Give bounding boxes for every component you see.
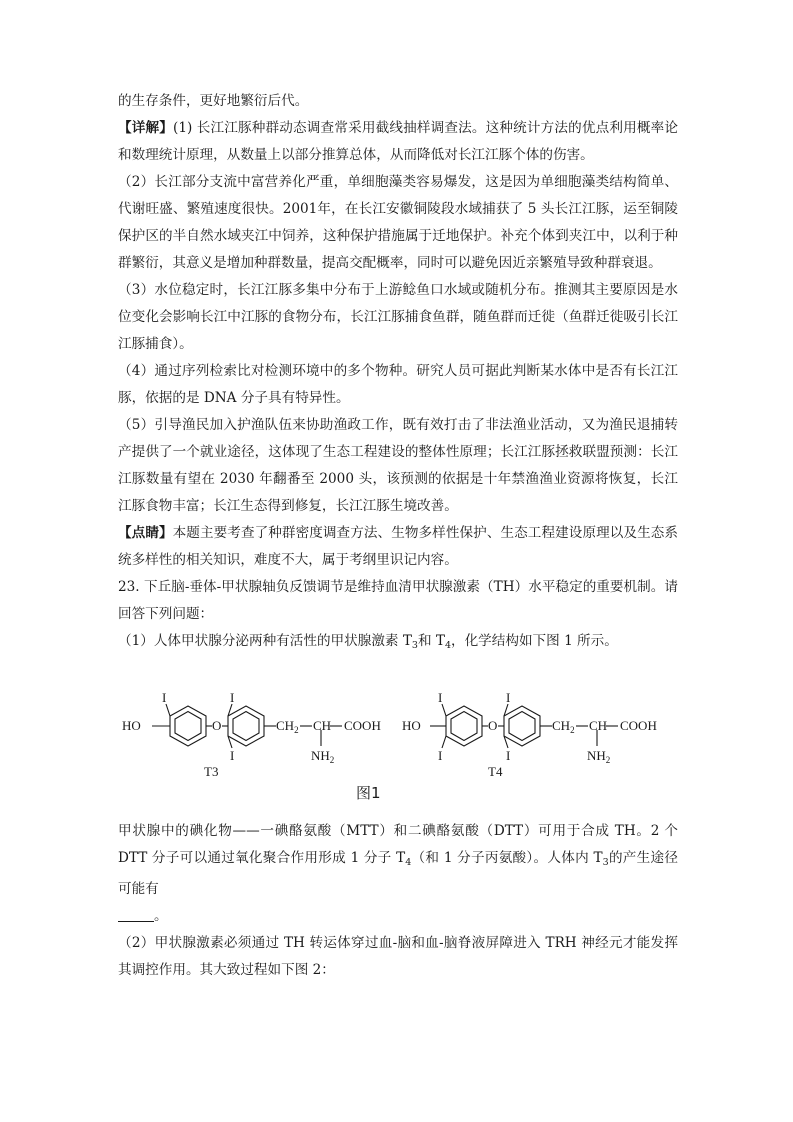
- figure-caption: 图1: [356, 784, 381, 802]
- detail-3: （3）水位稳定时，长江江豚多集中分布于上游鲶鱼口水域或随机分布。推测其主要原因是水位变化会影响长江中江豚的食物分布，长江江豚捕食鱼群，随鱼群而迁徙（鱼群迁徙吸引长江江豚捕食）。: [118, 282, 678, 352]
- t4-cooh-label: COOH: [620, 718, 657, 733]
- detail-1: [118, 115, 678, 169]
- detail-4: （4）通过序列检索比对检测环境中的多个物种。研究人员可据此判断某水体中是否有长江江豚，依据的是 DNA 分子具有特异性。: [118, 363, 678, 406]
- t3-label: T3: [204, 764, 219, 779]
- thyroid-hormone-structures-figure: [118, 690, 688, 805]
- detail-label: 【详解】: [118, 120, 174, 136]
- t4-label: T4: [488, 764, 503, 779]
- detail-2: （2）长江部分支流中富营养化严重，单细胞藻类容易爆发，这是因为单细胞藻类结构简单、代谢旺盛、繁殖速度很快。2001年，在长江安徽铜陵段水域捕获了 5 头长江江豚，运至铜陵保护区的半自然水域夹江中饲养，这种保护措施属于迁地保护。补充个体到夹江中，以利于种群繁衍，其意义是增加种群数量，提高交配概率，同时可以避免因近亲繁殖导致种群衰退。: [118, 174, 678, 271]
- t3-iodine-2: I: [230, 690, 235, 705]
- t4-iodine-4: I: [506, 748, 511, 763]
- t4-iodine-2: I: [438, 748, 443, 763]
- question-23-part1: （1）人体甲状腺分泌两种有活性的甲状腺激素 $T_3$和 $T_4$，化学结构如下图 1 所示。: [118, 633, 618, 651]
- t4-ho-label: HO: [402, 718, 421, 733]
- iodide-paragraph: 甲状腺中的碘化物——一碘酪氨酸（MTT）和二碘酪氨酸（DTT）可用于合成 TH。2 个 DTT 分子可以通过氧化聚合作用形成 1 分子 $T_4$（和 1 分子丙氨酸）。人体内 $T_3$的产生途径可能有: [118, 823, 678, 897]
- question-23-part2: （2）甲状腺激素必须通过 TH 转运体穿过血-脑和血-脑脊液屏障进入 TRH 神经元才能发挥其调控作用。其大致过程如下图 2：: [118, 935, 678, 978]
- t3-cooh-label: COOH: [344, 718, 381, 733]
- t3-iodine-3: I: [230, 748, 235, 763]
- intro-line: 的生存条件，更好地繁衍后代。: [118, 93, 309, 109]
- comment-label: 【点睛】: [118, 525, 173, 541]
- answer-blank-line: 。: [118, 903, 678, 930]
- comment: [118, 520, 678, 574]
- comment-text: 本题主要考查了种群密度调查方法、生物多样性保护、生态工程建设原理以及生态系统多样性的相关知识，难度不大，属于考纲里识记内容。: [118, 525, 678, 568]
- t4-o-label: O: [488, 718, 498, 733]
- t3-ch-label: CH: [313, 718, 332, 733]
- answer-explanation: [118, 88, 678, 659]
- t4-iodine-3: I: [506, 690, 511, 705]
- detail-5: （5）引导渔民加入护渔队伍来协助渔政工作，既有效打击了非法渔业活动，又为渔民退捕转产提供了一个就业途径，这体现了生态工程建设的整体性原理；长江江豚拯救联盟预测：长江江豚数量有望在 2030 年翻番至 2000 头，该预测的依据是十年禁渔渔业资源将恢复，长江江豚食物丰富；长江生态得到修复，长江江豚生境改善。: [118, 417, 678, 514]
- answer-blank[interactable]: [118, 907, 154, 922]
- t3-ch2-label: $CH_2$: [276, 718, 299, 735]
- question-23-continued: [118, 818, 678, 984]
- t3-iodine-1: I: [162, 690, 167, 705]
- t3-nh2-label: $NH_2$: [311, 748, 335, 765]
- t3-ho-label: HO: [122, 718, 141, 733]
- t4-nh2-label: $NH_2$: [587, 748, 611, 765]
- t3-o-label: O: [212, 718, 222, 733]
- t4-ch2-label: $CH_2$: [552, 718, 575, 735]
- t4-ch-label: CH: [589, 718, 608, 733]
- question-23-stem: 23. 下丘脑-垂体-甲状腺轴负反馈调节是维持血清甲状腺激素（TH）水平稳定的重要机制。请回答下列问题：: [118, 579, 678, 622]
- t4-iodine-1: I: [438, 690, 443, 705]
- detail-1-text: (1) 长江江豚种群动态调查常采用截线抽样调查法。这种统计方法的优点利用概率论和数理统计原理，从数量上以部分推算总体，从而降低对长江江豚个体的伤害。: [118, 120, 679, 163]
